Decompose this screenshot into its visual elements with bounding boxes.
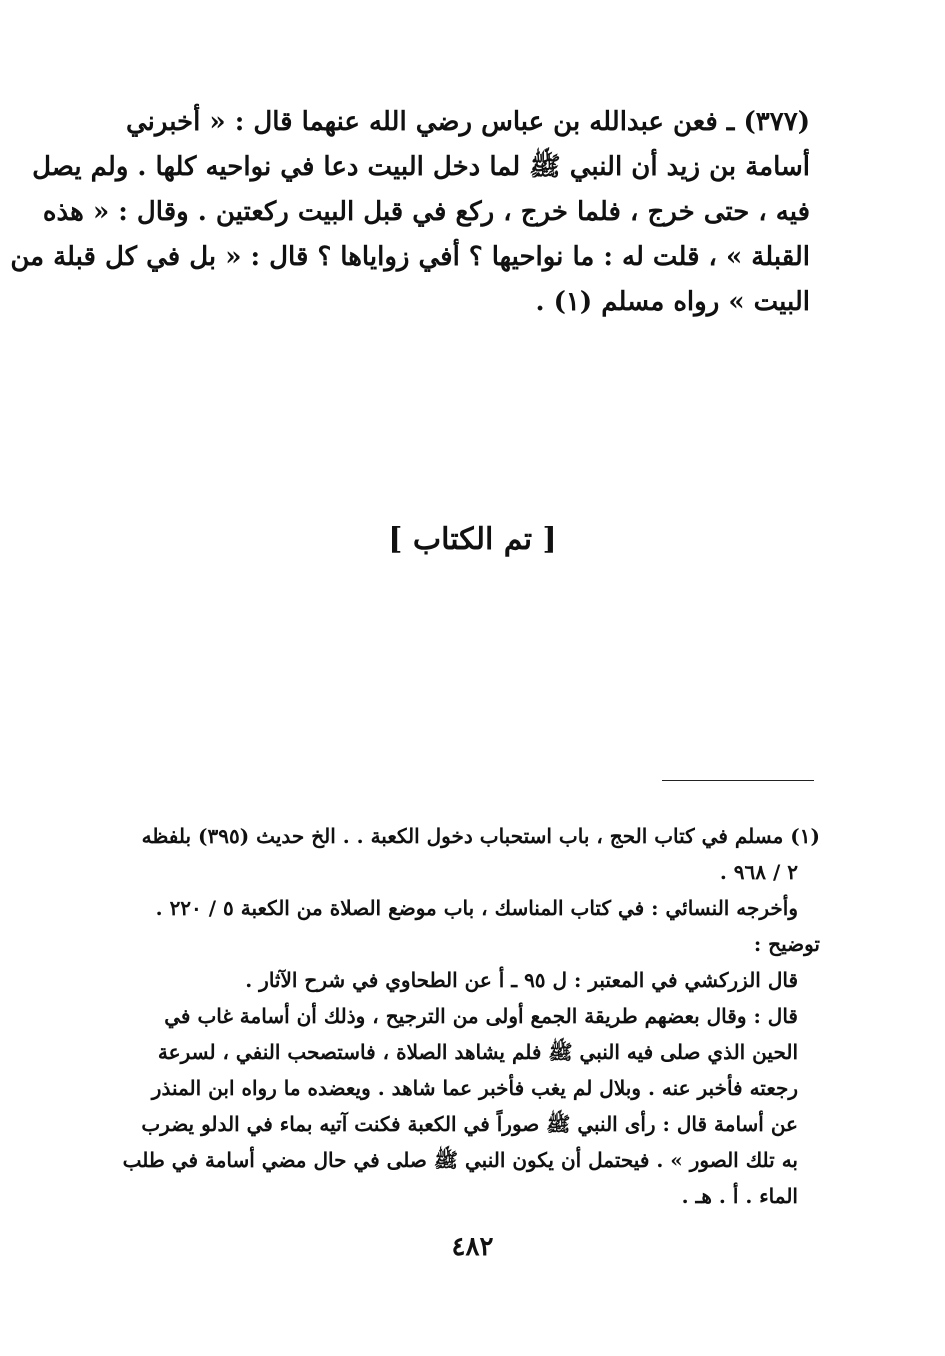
hadith-line: القبلة » ، قلت له : ما نواحيها ؟ أفي زواياها ؟ قال : « بل في كل قبلة من [10, 242, 810, 272]
footnote-line: (١) مسلم في كتاب الحج ، باب استحباب دخول الكعبة . . الخ حديث (٣٩٥) بلفظه [141, 824, 820, 848]
footnotes [120, 818, 820, 1214]
footnote-line: توضيح : [753, 932, 820, 956]
hadith-line: (٣٧٧) ـ فعن عبدالله بن عباس رضي الله عنهما قال : « أخبرني [125, 107, 810, 137]
footnote-line: وأخرجه النسائي : في كتاب المناسك ، باب موضع الصلاة من الكعبة ٥ / ٢٢٠ . [155, 896, 798, 920]
hadith-line: أسامة بن زيد أن النبي ﷺ لما دخل البيت دعا في نواحيه كلها . ولم يصل [32, 152, 810, 182]
footnote-line: الحين الذي صلى فيه النبي ﷺ فلم يشاهد الصلاة ، فاستصحب النفي ، لسرعة [157, 1040, 798, 1064]
end-of-book-title: [ تم الكتاب ] [388, 522, 557, 557]
footnote-line: ٢ / ٩٦٨ . [719, 860, 798, 884]
hadith-line: البيت » رواه مسلم (١) . [535, 287, 810, 317]
footnote-line: الماء . أ . هـ . [681, 1184, 798, 1208]
footnote-line: به تلك الصور » . فيحتمل أن يكون النبي ﷺ صلى في حال مضي أسامة في طلب [122, 1148, 798, 1172]
footnote-divider [662, 780, 814, 781]
footnote-line: رجعته فأخبر عنه . وبلال لم يغب فأخبر عما شاهد . ويعضده ما رواه ابن المنذر [151, 1076, 798, 1100]
footnote-line: عن أسامة قال : رأى النبي ﷺ صوراً في الكعبة فكنت آتيه بماء في الدلو يضرب [141, 1112, 798, 1136]
footnote-line: قال : وقال بعضهم طريقة الجمع أولى من الترجيح ، وذلك أن أسامة غاب في [164, 1004, 798, 1028]
hadith-text [10, 100, 810, 325]
page-number: ٤٨٢ [451, 1232, 494, 1262]
hadith-line: فيه ، حتى خرج ، فلما خرج ، ركع في قبل البيت ركعتين . وقال : « هذه [42, 197, 810, 227]
footnote-line: قال الزركشي في المعتبر : ل ٩٥ ـ أ عن الطحاوي في شرح الآثار . [245, 968, 798, 992]
